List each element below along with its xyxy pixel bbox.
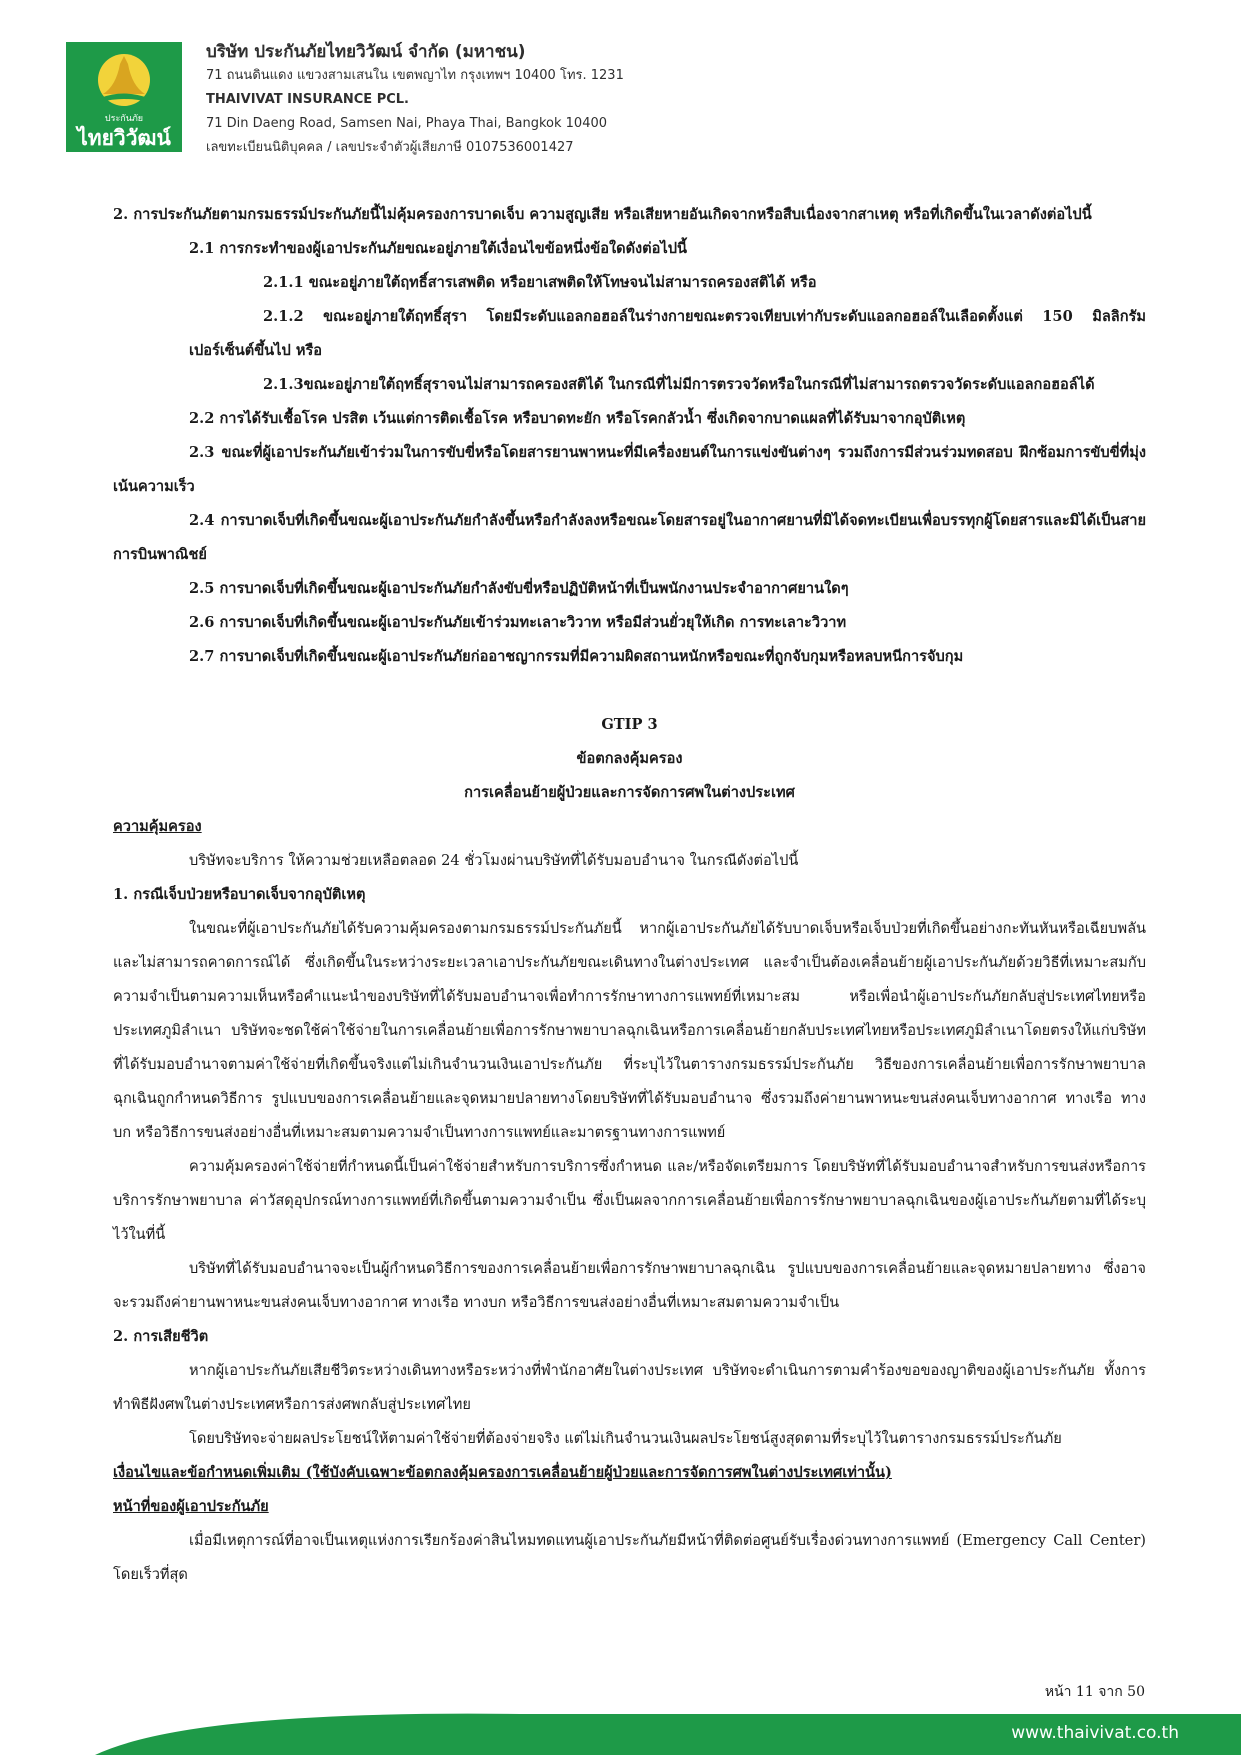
section-title: ข้อตกลงคุ้มครอง — [576, 750, 683, 767]
exclusion-clause-2-1-3: 2.1.3ขณะอยู่ภายใต้ฤทธิ์สุราจนไม่สามารถครองสติได้ ในกรณีที่ไม่มีการตรวจวัดหรือในกรณีที่ไม่สามารถตรวจวัดระดับแอลกอฮอล์ได้ — [263, 376, 1095, 393]
case1-paragraph-3: บริษัทที่ได้รับมอบอำนาจจะเป็นผู้กำหนดวิธีการของการเคลื่อนย้ายเพื่อการรักษาพยาบาลฉุกเฉิน รูปแบบของการเคลื่อนย้ายและจุดหมายปลายทาง ซึ่งอาจจะรวมถึงค่ายานพาหนะขนส่งคนเจ็บทางอากาศ ทางเรือ ทางบก หรือวิธีการขนส่งอย่างอื่นที่เหมาะสมตามความจำเป็น — [113, 1260, 1146, 1311]
case1-paragraph-1: ในขณะที่ผู้เอาประกันภัยได้รับความคุ้มครองตามกรมธรรม์ประกันภัยนี้ หากผู้เอาประกันภัยได้รับบาดเจ็บหรือเจ็บป่วยที่เกิดขึ้นอย่างกะทันหันหรือเฉียบพลันและไม่สามารถคาดการณ์ได้ ซึ่งเกิดขึ้นในระหว่างระยะเวลาเอาประกันภัยขณะเดินทางในต่างประเทศ และจำเป็นต้องเคลื่อนย้ายผู้เอาประกันภัยด้วยวิธีที่เหมาะสมกับความจำเป็นตามความเห็นหรือคำแนะนำของบริษัทที่ได้รับมอบอำนาจเพื่อทำการรักษาทางการแพทย์ที่เหมาะสม หรือเพื่อนำผู้เอาประกันภัยกลับสู่ประเทศไทยหรือประเทศภูมิลำเนา บริษัทจะชดใช้ค่าใช้จ่ายในการเคลื่อนย้ายเพื่อการรักษาพยาบาลฉุกเฉินหรือการเคลื่อนย้ายกลับประเทศไทยหรือประเทศภูมิลำเนาโดยตรงให้แก่บริษัทที่ได้รับมอบอำนาจตามค่าใช้จ่ายที่เกิดขึ้นจริงแต่ไม่เกินจำนวนเงินเอาประกันภัย ที่ระบุไว้ในตารางกรมธรรม์ประกันภัย วิธีของการเคลื่อนย้ายเพื่อการรักษาพยาบาลฉุกเฉินถูกกำหนดวิธีการ รูปแบบของการเคลื่อนย้ายและจุดหมายปลายทางโดยบริษัทที่ได้รับมอบอำนาจ ซึ่งรวมถึงค่ายานพาหนะขนส่งคนเจ็บทางอากาศ ทางเรือ ทางบก หรือวิธีการขนส่งอย่างอื่นที่เหมาะสมตามความจำเป็นทางการแพทย์และมาตรฐานทางการแพทย์ — [113, 920, 1146, 1141]
case2-paragraph-1: หากผู้เอาประกันภัยเสียชีวิตระหว่างเดินทางหรือระหว่างที่พำนักอาศัยในต่างประเทศ บริษัทจะดำเนินการตามคำร้องขอของญาติของผู้เอาประกันภัย ทั้งการทำพิธีฝังศพในต่างประเทศหรือการส่งศพกลับสู่ประเทศไทย — [113, 1362, 1146, 1413]
company-info — [206, 40, 624, 160]
coverage-intro: บริษัทจะบริการ ให้ความช่วยเหลือตลอด 24 ชั่วโมงผ่านบริษัทที่ได้รับมอบอำนาจ ในกรณีดังต่อไปนี้ — [189, 852, 799, 869]
document-body — [113, 198, 1146, 1592]
coverage-heading: ความคุ้มครอง — [113, 818, 202, 835]
company-tax-id: เลขทะเบียนนิติบุคคล / เลขประจำตัวผู้เสียภาษี 0107536001427 — [206, 140, 574, 155]
duties-paragraph: เมื่อมีเหตุการณ์ที่อาจเป็นเหตุแห่งการเรียกร้องค่าสินไหมทดแทนผู้เอาประกันภัยมีหน้าที่ติดต่อศูนย์รับเรื่องด่วนทางการแพทย์ (Emergency Call Center) โดยเร็วที่สุด — [113, 1532, 1146, 1583]
case1-heading: 1. กรณีเจ็บป่วยหรือบาดเจ็บจากอุบัติเหตุ — [113, 886, 366, 903]
section-code: GTIP 3 — [601, 716, 658, 733]
conditions-heading: เงื่อนไขและข้อกำหนดเพิ่มเติม (ใช้บังคับเฉพาะข้อตกลงคุ้มครองการเคลื่อนย้ายผู้ป่วยและการจัดการศพในต่างประเทศเท่านั้น) — [113, 1464, 892, 1481]
company-address-th: 71 ถนนดินแดง แขวงสามเสนใน เขตพญาไท กรุงเทพฯ 10400 โทร. 1231 — [206, 68, 624, 83]
section-subtitle: การเคลื่อนย้ายผู้ป่วยและการจัดการศพในต่างประเทศ — [464, 784, 795, 801]
exclusion-clause-2-3: 2.3 ขณะที่ผู้เอาประกันภัยเข้าร่วมในการขับขี่หรือโดยสารยานพาหนะที่มีเครื่องยนต์ในการแข่งขันต่างๆ รวมถึงการมีส่วนร่วมทดสอบ ฝึกซ้อมการขับขี่ที่มุ่งเน้นความเร็ว — [113, 444, 1146, 495]
exclusion-clause-2-1: 2.1 การกระทำของผู้เอาประกันภัยขณะอยู่ภายใต้เงื่อนไขข้อหนึ่งข้อใดดังต่อไปนี้ — [189, 240, 687, 257]
exclusion-clause-2-7: 2.7 การบาดเจ็บที่เกิดขึ้นขณะผู้เอาประกันภัยก่ออาชญากรรมที่มีความผิดสถานหนักหรือขณะที่ถูกจับกุมหรือหลบหนีการจับกุม — [189, 648, 964, 665]
exclusion-clause-2-6: 2.6 การบาดเจ็บที่เกิดขึ้นขณะผู้เอาประกันภัยเข้าร่วมทะเลาะวิวาท หรือมีส่วนยั่วยุให้เกิด การทะเลาะวิวาท — [189, 614, 847, 631]
exclusion-clause-2: 2. การประกันภัยตามกรมธรรม์ประกันภัยนี้ไม่คุ้มครองการบาดเจ็บ ความสูญเสีย หรือเสียหายอันเกิดจากหรือสืบเนื่องจากสาเหตุ หรือที่เกิดขึ้นในเวลาดังต่อไปนี้ — [113, 206, 1092, 223]
page-number: หน้า 11 จาก 50 — [1044, 1684, 1145, 1700]
exclusion-clause-2-1-1: 2.1.1 ขณะอยู่ภายใต้ฤทธิ์สารเสพติด หรือยาเสพติดให้โทษจนไม่สามารถครองสติได้ หรือ — [263, 274, 817, 291]
exclusion-clause-2-4: 2.4 การบาดเจ็บที่เกิดขึ้นขณะผู้เอาประกันภัยกำลังขึ้นหรือกำลังลงหรือขณะโดยสารอยู่ในอากาศยานที่มิได้จดทะเบียนเพื่อบรรทุกผู้โดยสารและมิได้เป็นสายการบินพาณิชย์ — [113, 512, 1146, 563]
company-logo — [66, 42, 182, 152]
case2-heading: 2. การเสียชีวิต — [113, 1328, 209, 1345]
exclusion-clause-2-5: 2.5 การบาดเจ็บที่เกิดขึ้นขณะผู้เอาประกันภัยกำลังขับขี่หรือปฏิบัติหน้าที่เป็นพนักงานประจำอากาศยานใดๆ — [189, 580, 849, 597]
company-name-th: บริษัท ประกันภัยไทยวิวัฒน์ จำกัด (มหาชน) — [206, 42, 526, 62]
exclusion-clause-2-1-2: 2.1.2 ขณะอยู่ภายใต้ฤทธิ์สุรา โดยมีระดับแอลกอฮอล์ในร่างกายขณะตรวจเทียบเท่ากับระดับแอลกอฮอล์ในเลือดตั้งแต่ 150 มิลลิกรัมเปอร์เซ็นต์ขึ้นไป หรือ — [189, 308, 1146, 359]
case2-paragraph-2: โดยบริษัทจะจ่ายผลประโยชน์ให้ตามค่าใช้จ่ายที่ต้องจ่ายจริง แต่ไม่เกินจำนวนเงินผลประโยชน์สูงสุดตามที่ระบุไว้ในตารางกรมธรรม์ประกันภัย — [189, 1430, 1062, 1447]
company-address-en: 71 Din Daeng Road, Samsen Nai, Phaya Thai, Bangkok 10400 — [206, 116, 608, 131]
case1-paragraph-2: ความคุ้มครองค่าใช้จ่ายที่กำหนดนี้เป็นค่าใช้จ่ายสำหรับการบริการซึ่งกำหนด และ/หรือจัดเตรียมการ โดยบริษัทที่ได้รับมอบอำนาจสำหรับการขนส่งหรือการบริการรักษาพยาบาล ค่าวัสดุอุปกรณ์ทางการแพทย์ที่เกิดขึ้นตามความจำเป็น ซึ่งเป็นผลจากการเคลื่อนย้ายเพื่อการรักษาพยาบาลฉุกเฉินของผู้เอาประกันภัยตามที่ได้ระบุไว้ในที่นี้ — [113, 1158, 1146, 1243]
logo-brand-text: ไทยวิวัฒน์ — [77, 126, 171, 150]
exclusion-clause-2-2: 2.2 การได้รับเชื้อโรค ปรสิต เว้นแต่การติดเชื้อโรค หรือบาดทะยัก หรือโรคกลัวน้ำ ซึ่งเกิดจากบาดแผลที่ได้รับมาจากอุบัติเหตุ — [189, 410, 966, 427]
duties-heading: หน้าที่ของผู้เอาประกันภัย — [113, 1498, 269, 1515]
company-name-en: THAIVIVAT INSURANCE PCL. — [206, 92, 409, 107]
logo-small-text: ประกันภัย — [104, 114, 144, 124]
website-link[interactable]: www.thaivivat.co.th — [1011, 1723, 1179, 1743]
